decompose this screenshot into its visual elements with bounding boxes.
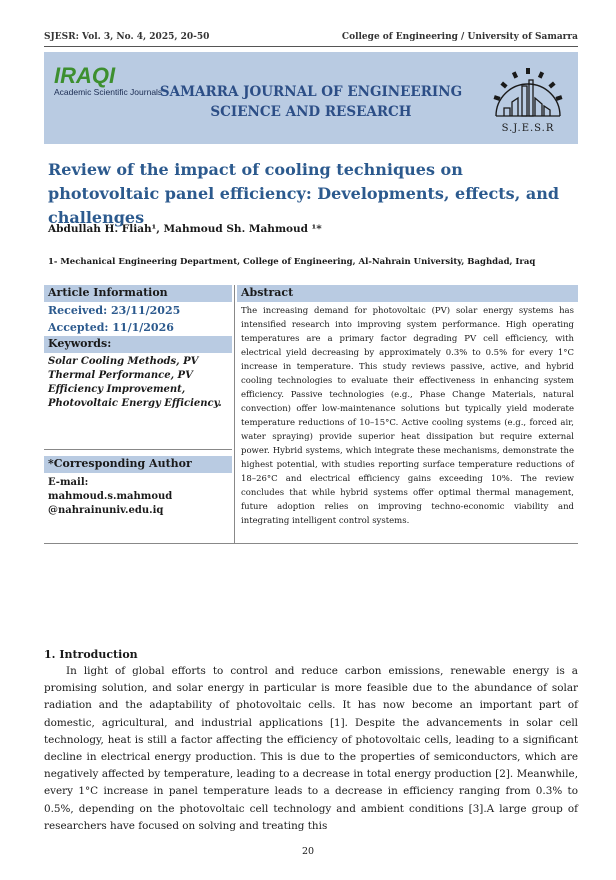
- header-rule: [44, 46, 578, 47]
- iraqi-journals-logo: [54, 63, 163, 111]
- corresponding-header: *Corresponding Author: [44, 456, 232, 473]
- iraqi-logo-subtitle: Academic Scientific Journals: [54, 87, 163, 97]
- introduction-body: [44, 663, 578, 835]
- running-head-citation: SJESR: Vol. 3, No. 4, 2025, 20-50: [44, 32, 210, 42]
- journal-banner: [44, 52, 578, 144]
- info-box-bottom-rule: [44, 543, 578, 544]
- received-date: Received: 23/11/2025: [48, 304, 181, 317]
- introduction-paragraph: In light of global efforts to control and reduce carbon emissions, renewable energy is a promising solution, and solar energy in particular is more feasible due to the abundance of solar radiation and the adaptability of photovoltaic cells. It has now become an important part of domestic, agricultural, and industrial applications [1]. Despite the advancements in solar cell technology, heat is still a factor affecting the efficiency of photovoltaic cells, leading to a significant decline in electrical energy production. This is due to the properties of semiconductors, which are negatively affected by temperature, leading to a decrease in total energy production [2]. Meanwhile, every 1°C increase in panel temperature leads to a decrease in efficiency ranging from 0.3% to 0.5%, depending on the photovoltaic cell technology and ambient conditions [3].A large group of researchers have focused on solving and treating this: [44, 665, 578, 832]
- gear-factory-icon: [482, 58, 574, 128]
- abstract-text: The increasing demand for photovoltaic (PV) solar energy systems has intensified research into improving system performance. High operating temperatures are a primary factor degrading PV cell efficiency, with electrical yield decreasing by approximately 0.3% to 0.5% for every 1°C increase in temperature. This study reviews passive, active, and hybrid cooling technologies to evaluate their effectiveness in enhancing system efficiency. Passive technologies (e.g., Phase Change Materials, natural convection) offer low-maintenance solutions but typically yield moderate temperature reductions of 10–15°C. Active cooling systems (e.g., forced air, water spraying) provide superior heat dissipation but require external power. Hybrid systems, which integrate these mechanisms, demonstrate the highest potential, with studies reporting surface temperature reductions of 18–26°C and electrical efficiency gains exceeding 10%. The review concludes that while hybrid systems offer optimal thermal management, future adoption relies on improving techno-economic viability and integrating intelligent control systems.: [241, 306, 574, 526]
- email-label: E-mail:: [48, 477, 89, 488]
- article-affiliation: 1- Mechanical Engineering Department, College of Engineering, Al-Nahrain University, Baghdad, Iraq: [48, 257, 536, 267]
- email-line2[interactable]: @nahrainuniv.edu.iq: [48, 505, 164, 516]
- sjesr-logo: [482, 58, 574, 140]
- keywords-list: Solar Cooling Methods, PV Thermal Performance, PV Efficiency Improvement, Photovoltaic Energy Efficiency.: [48, 356, 222, 409]
- column-divider: [234, 285, 235, 543]
- journal-title-line2: SCIENCE AND RESEARCH: [210, 104, 412, 120]
- page-number: 20: [301, 846, 315, 857]
- abstract-panel: [237, 285, 578, 528]
- article-info-panel: [44, 285, 232, 518]
- iraqi-logo-word: IRAQI: [54, 63, 116, 88]
- keywords-header: Keywords:: [44, 336, 232, 353]
- running-head-institution: College of Engineering / University of Samarra: [341, 32, 578, 42]
- journal-title-line1: SAMARRA JOURNAL OF ENGINEERING: [159, 84, 463, 100]
- running-head: [44, 32, 578, 44]
- article-authors: Abdullah H. Fliah¹, Mahmoud Sh. Mahmoud ¹*: [48, 223, 322, 235]
- article-info-header: Article Information: [44, 285, 232, 302]
- section-heading-introduction: 1. Introduction: [44, 648, 138, 661]
- journal-title: [154, 82, 468, 122]
- accepted-date: Accepted: 11/1/2026: [48, 321, 174, 334]
- abstract-header: Abstract: [237, 285, 578, 302]
- email-line1[interactable]: mahmoud.s.mahmoud: [48, 491, 173, 502]
- sjesr-logo-text: S.J.E.S.R: [501, 123, 555, 134]
- article-title: Review of the impact of cooling techniques on photovoltaic panel efficiency: Developments, effects, and challenges: [48, 160, 560, 227]
- info-separator: [44, 449, 232, 450]
